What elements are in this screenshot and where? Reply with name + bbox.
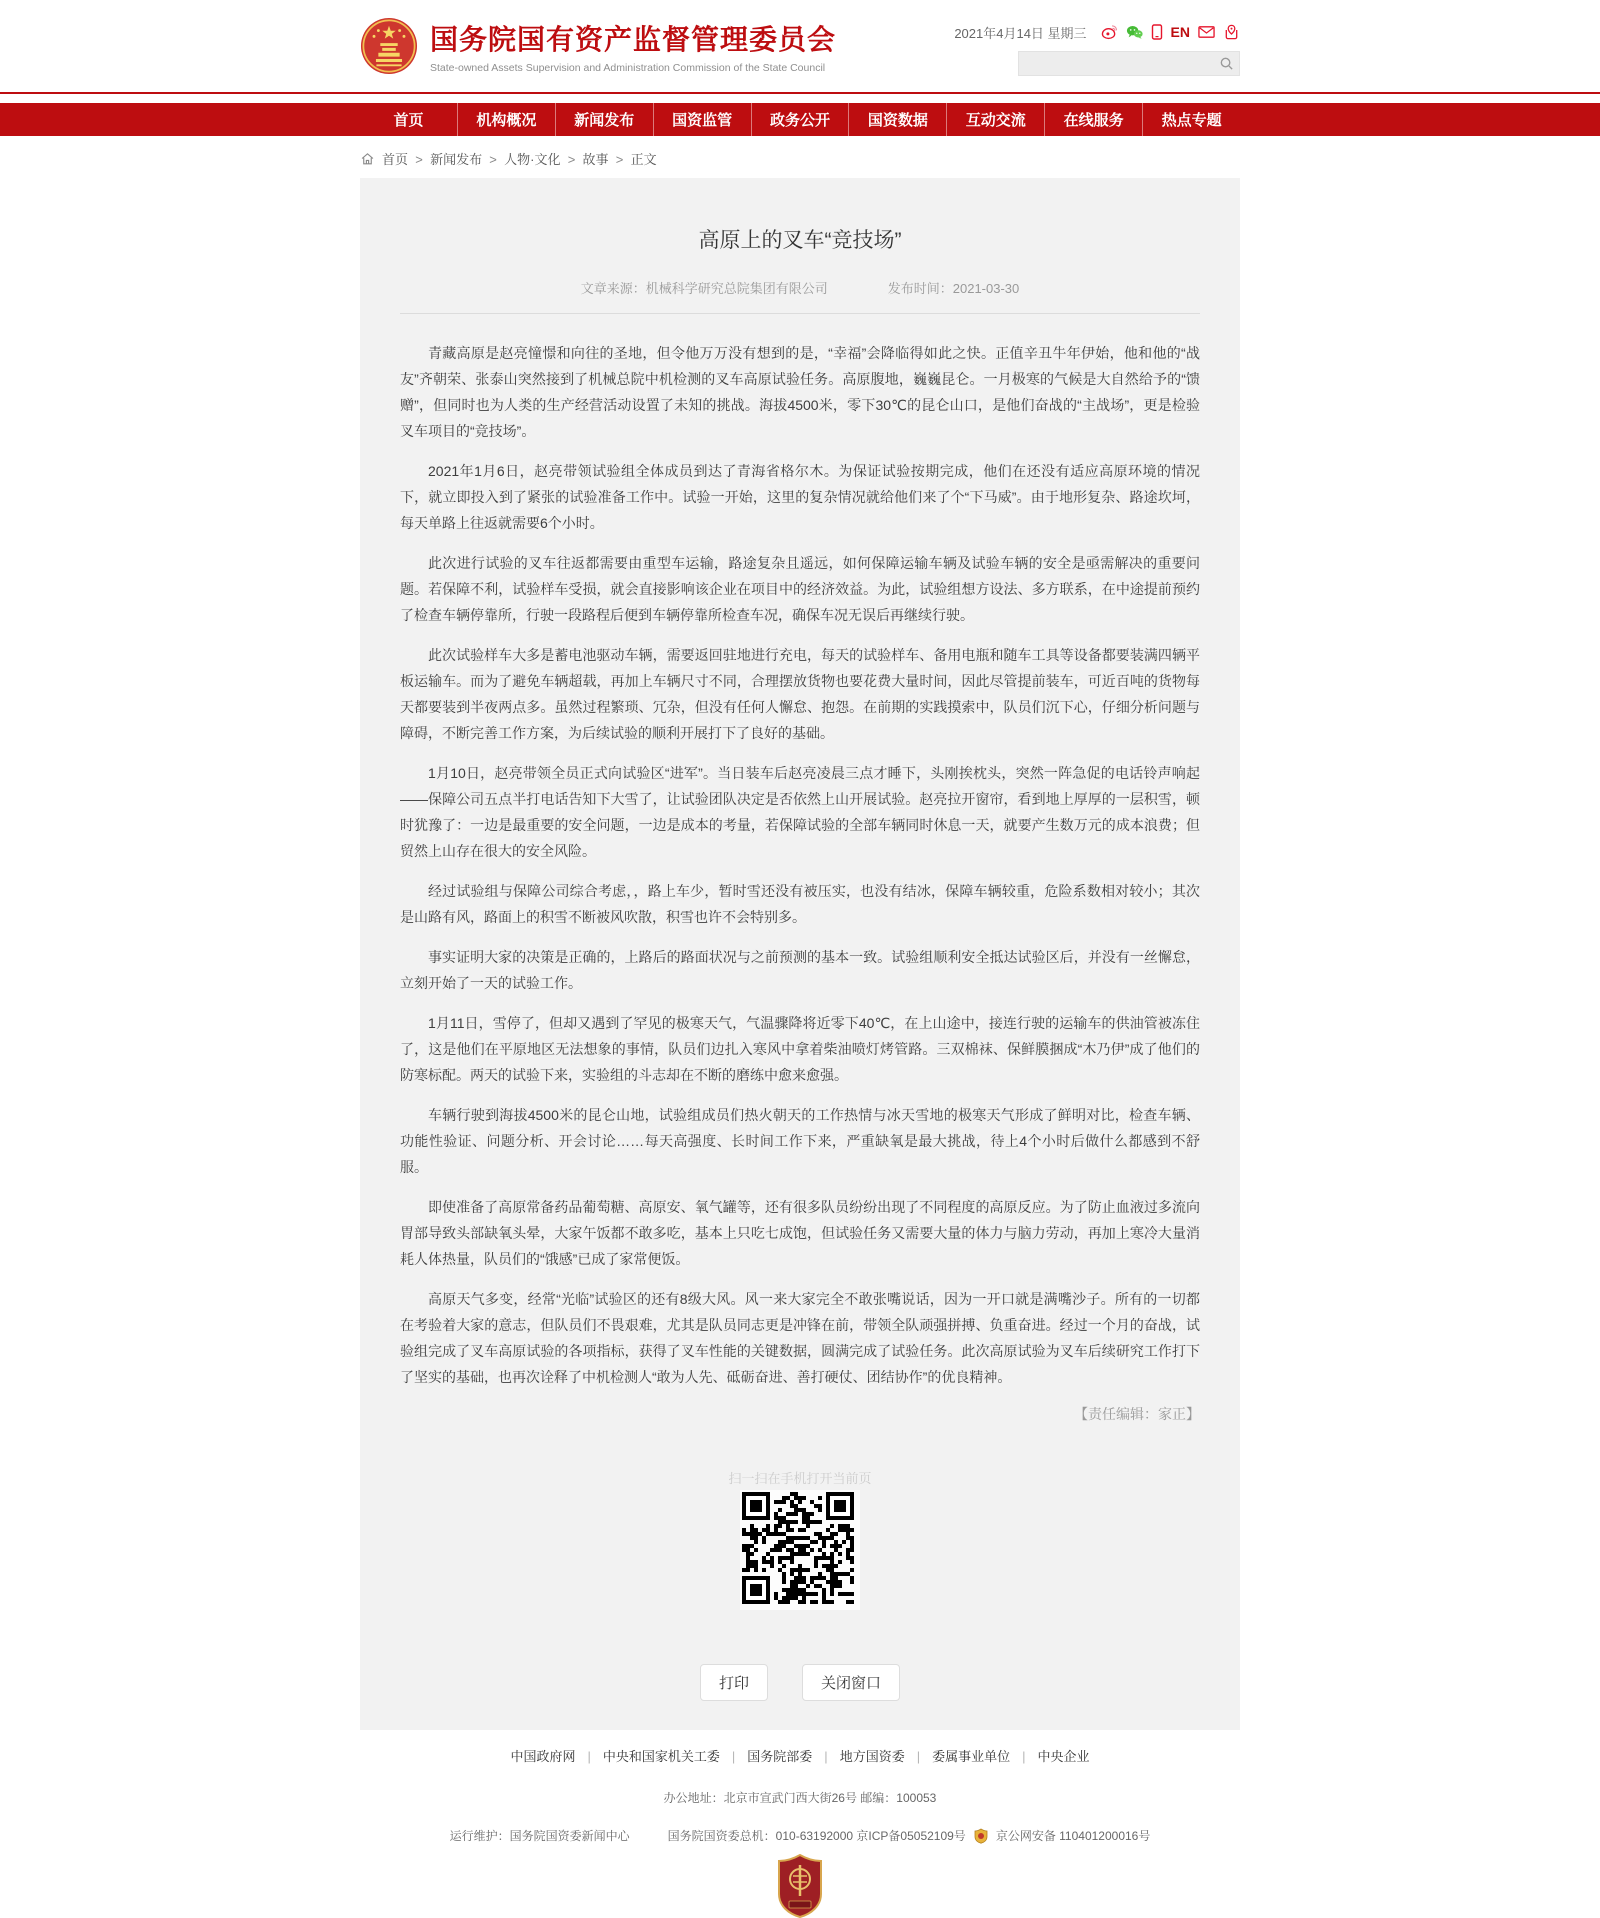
article-paragraph: 即使准备了高原常备药品葡萄糖、高原安、氧气罐等，还有很多队员纷纷出现了不同程度的高原反应。为了防止血液过多流向胃部导致头部缺氧头晕，大家午饭都不敢多吃，基本上只吃七成饱，但试验任务又需要大量的体力与脑力劳动，再加上寒冷大量消耗人体热量，队员们的“饿感”已成了家常便饭。 (400, 1199, 1200, 1267)
article-paragraph: 此次进行试验的叉车往返都需要由重型车运输，路途复杂且遥远，如何保障运输车辆及试验车辆的安全是亟需解决的重要问题。若保障不利，试验样车受损，就会直接影响该企业在项目中的经济效益。为此，试验组想方设法、多方联系，在中途提前预约了检查车辆停靠所，行驶一段路程后便到车辆停靠所检查车况，确保车况无误后再继续行驶。 (400, 555, 1200, 623)
language-toggle-en[interactable]: EN (1170, 24, 1190, 40)
mail-icon[interactable] (1198, 24, 1215, 40)
site-title: 国务院国有资产监督管理委员会 (430, 24, 837, 55)
nav-item[interactable]: 新闻发布 (555, 103, 653, 136)
footer-address: 办公地址：北京市宣武门西大街26号 邮编：100053 (663, 1791, 937, 1805)
breadcrumb-item[interactable]: 新闻发布 > (430, 149, 504, 168)
article-panel (360, 178, 1240, 1730)
article-publish-time: 发布时间：2021-03-30 (887, 281, 1020, 296)
qr-section (400, 1468, 1200, 1610)
nav-item[interactable]: 热点专题 (1142, 103, 1240, 136)
nav-item[interactable]: 首页 (393, 112, 424, 129)
breadcrumb-item[interactable]: 故事 > (583, 149, 631, 168)
wechat-icon[interactable] (1126, 24, 1143, 40)
site-brand[interactable] (360, 17, 836, 75)
print-button[interactable]: 打印 (700, 1664, 768, 1701)
search-box (1018, 51, 1240, 76)
article-body (400, 340, 1200, 1390)
article-paragraph: 2021年1月6日，赵亮带领试验组全体成员到达了青海省格尔木。为保证试验按期完成，他们在还没有适应高原环境的情况下，就立即投入到了紧张的试验准备工作中。试验一开始，这里的复杂情况就给他们来了个“下马威”。由于地形复杂、路途坎坷，每天单路上往返就需要6个小时。 (400, 463, 1200, 531)
article-paragraph: 1月11日，雪停了，但却又遇到了罕见的极寒天气，气温骤降将近零下40℃，在上山途中，接连行驶的运输车的供油管被冻住了，这是他们在平原地区无法想象的事情，队员们边扎入寒风中拿着柴油喷灯烤管路。三双棉袜、保鲜膜捆成“木乃伊”成了他们的防寒标配。两天的试验下来，实验组的斗志却在不断的磨练中愈来愈强。 (400, 1015, 1200, 1083)
article-paragraph: 车辆行驶到海拔4500米的昆仑山地，试验组成员们热火朝天的工作热情与冰天雪地的极寒天气形成了鲜明对比，检查车辆、功能性验证、问题分析、开会讨论……每天高强度、长时间工作下来，严重缺氧是最大挑战，待上4个小时后做什么都感到不舒服。 (400, 1107, 1200, 1175)
qr-code (740, 1490, 860, 1610)
footer-emblem (777, 1854, 823, 1918)
nav-item[interactable]: 在线服务 (1044, 103, 1142, 136)
footer-phone-icp: 国务院国资委总机：010-63192000 京ICP备05052109号 (667, 1829, 966, 1843)
nav-item[interactable]: 国资数据 (848, 103, 946, 136)
header-divider (0, 92, 1600, 94)
search-input[interactable] (1019, 52, 1239, 75)
nav-item[interactable]: 机构概况 (457, 103, 555, 136)
site-header (0, 0, 1600, 92)
breadcrumb-item[interactable]: 正文 (630, 152, 657, 167)
nav-item[interactable]: 互动交流 (946, 103, 1044, 136)
article-paragraph: 青藏高原是赵亮憧憬和向往的圣地，但令他万万没有想到的是，“幸福”会降临得如此之快。正值辛丑牛年伊始，他和他的“战友”齐朝荣、张泰山突然接到了机械总院中机检测的叉车高原试验任务。高原腹地，巍巍昆仑。一月极寒的气候是大自然给予的“馈赠”，但同时也为人类的生产经营活动设置了未知的挑战。海拔4500米，零下30℃的昆仑山口，是他们奋战的“主战场”，更是检验叉车项目的“竞技场”。 (400, 345, 1200, 439)
breadcrumb-item[interactable]: 人物·文化 > (504, 149, 582, 168)
footer-link[interactable]: 中央企业 (1037, 1749, 1090, 1764)
footer-link[interactable]: 委属事业单位 | (932, 1749, 1037, 1764)
nav-item[interactable]: 国资监管 (653, 103, 751, 136)
breadcrumb-item[interactable]: 首页 > (382, 149, 430, 168)
footer-security-link[interactable]: 京公网安备 110401200016号 (995, 1829, 1151, 1843)
article-paragraph: 高原天气多变，经常“光临”试验区的还有8级大风。风一来大家完全不敢张嘴说话，因为一开口就是满嘴沙子。所有的一切都在考验着大家的意志，但队员们不畏艰难，尤其是队员同志更是冲锋在前，带领全队顽强拼搏、负重奋进。经过一个月的奋战，试验组完成了叉车高原试验的各项指标，获得了叉车性能的关键数据，圆满完成了试验任务。此次高原试验为叉车后续研究工作打下了坚实的基础，也再次诠释了中机检测人“敢为人先、砥砺奋进、善打硬仗、团结协作”的优良精神。 (400, 1291, 1200, 1385)
search-icon[interactable] (1219, 56, 1234, 71)
mobile-icon[interactable] (1151, 24, 1163, 40)
site-subtitle: State-owned Assets Supervision and Administration Commission of the State Council (430, 62, 826, 74)
article-paragraph: 此次试验样车大多是蓄电池驱动车辆，需要返回驻地进行充电，每天的试验样车、备用电瓶和随车工具等设备都要装满四辆平板运输车。而为了避免车辆超载，再加上车辆尺寸不同，合理摆放货物也要花费大量时间，因此尽管提前装车，可近百吨的货物每天都要装到半夜两点多。虽然过程繁琐、冗杂，但没有任何人懈怠、抱怨。在前期的实践摸索中，队员们沉下心，仔细分析问题与障碍，不断完善工作方案，为后续试验的顺利开展打下了良好的基础。 (400, 647, 1200, 741)
current-date: 2021年4月14日 星期三 (954, 25, 1087, 41)
article-meta (400, 278, 1200, 297)
footer-link[interactable]: 中央和国家机关工委 | (603, 1749, 747, 1764)
qr-caption: 扫一扫在手机打开当前页 (728, 1471, 872, 1486)
footer-link[interactable]: 中国政府网 | (510, 1749, 602, 1764)
article-paragraph: 1月10日，赵亮带领全员正式向试验区“进军”。当日装车后赵亮凌晨三点才睡下，头刚挨枕头，突然一阵急促的电话铃声响起——保障公司五点半打电话告知下大雪了，让试验团队决定是否依然上山开展试验。赵亮拉开窗帘，看到地上厚厚的一层积雪，顿时犹豫了：一边是最重要的安全问题，一边是成本的考量，若保障试验的全部车辆同时休息一天，就要产生数万元的成本浪费；但贸然上山存在很大的安全风险。 (400, 765, 1200, 859)
close-window-button[interactable]: 关闭窗口 (802, 1664, 900, 1701)
article-title: 高原上的叉车“竞技场” (698, 229, 902, 252)
footer-link[interactable]: 国务院部委 | (747, 1749, 839, 1764)
main-nav (0, 103, 1600, 136)
weibo-icon[interactable] (1101, 24, 1118, 40)
site-footer (0, 1730, 1600, 1918)
meta-divider (400, 313, 1200, 314)
footer-links (0, 1746, 1600, 1765)
editor-note: 【责任编辑：家正】 (1074, 1406, 1200, 1422)
nav-item[interactable]: 政务公开 (751, 103, 849, 136)
footer-link[interactable]: 地方国资委 | (840, 1749, 932, 1764)
footer-maintain: 运行维护：国务院国资委新闻中心 (449, 1829, 630, 1843)
security-badge-icon (974, 1828, 988, 1844)
breadcrumb (360, 149, 1240, 168)
article-paragraph: 事实证明大家的决策是正确的，上路后的路面状况与之前预测的基本一致。试验组顺利安全抵达试验区后，并没有一丝懈怠，立刻开始了一天的试验工作。 (400, 949, 1200, 991)
app-pin-icon[interactable] (1223, 24, 1240, 40)
home-icon[interactable] (360, 151, 375, 166)
national-emblem-logo (360, 17, 418, 75)
article-paragraph: 经过试验组与保障公司综合考虑，，路上车少，暂时雪还没有被压实，也没有结冰，保障车辆较重，危险系数相对较小；其次是山路有风，路面上的积雪不断被风吹散，积雪也许不会特别多。 (400, 883, 1200, 925)
article-source: 文章来源：机械科学研究总院集团有限公司 (580, 281, 828, 296)
